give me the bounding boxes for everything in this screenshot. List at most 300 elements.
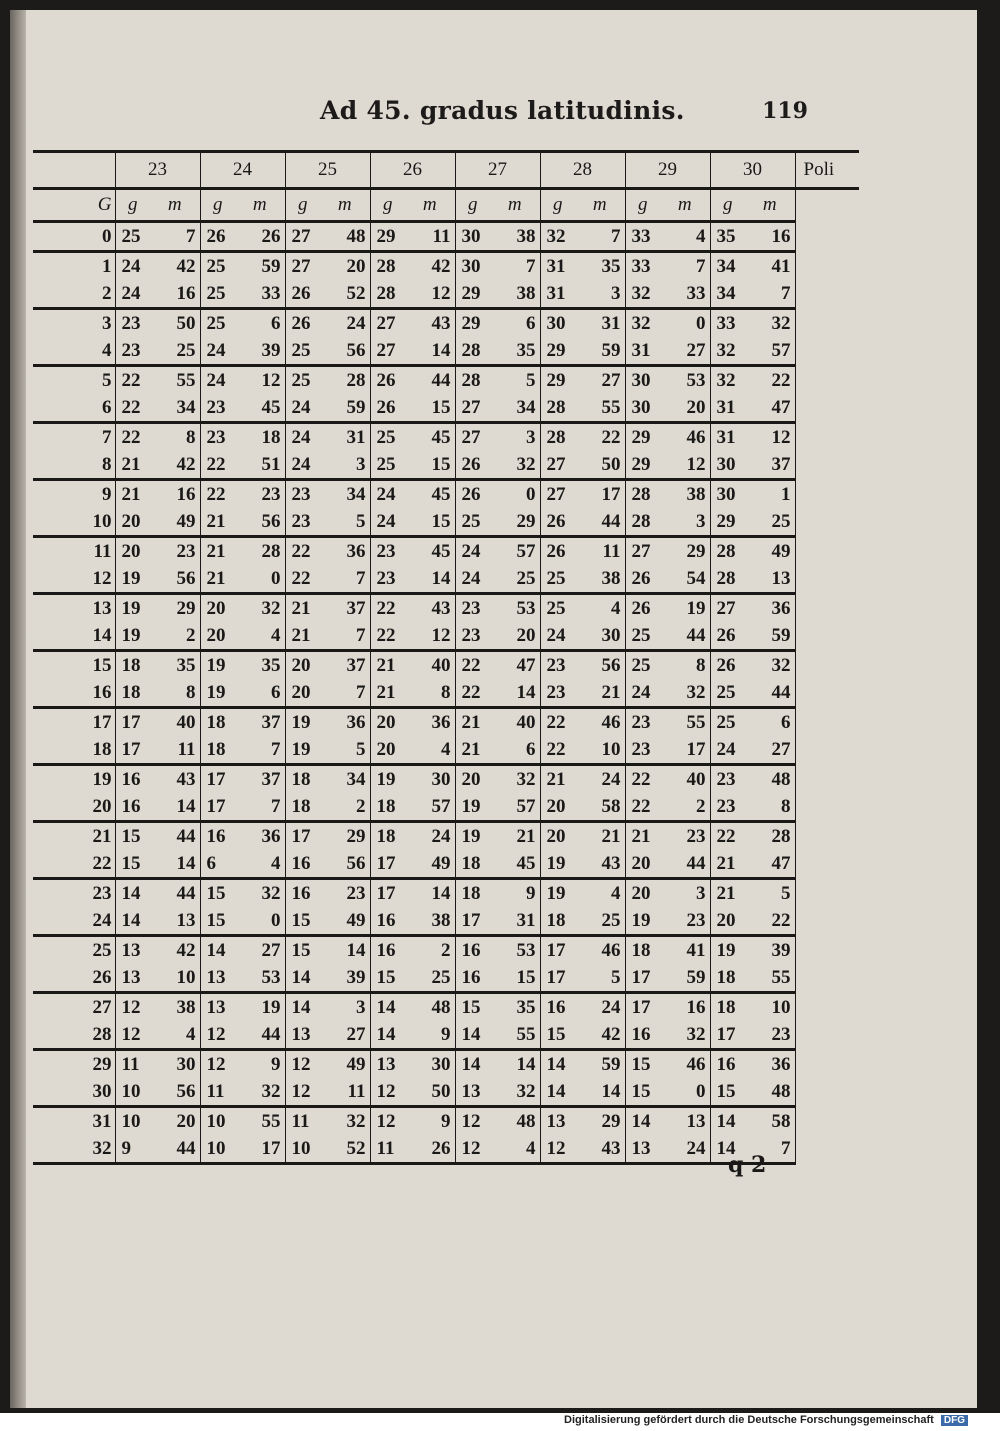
cell-degrees: 18 [291,795,311,817]
cell-degrees: 24 [376,510,396,532]
cell-degrees: 18 [285,765,320,794]
cell-minutes: 43 [575,1135,625,1164]
cell-degrees: 10 [121,1080,141,1102]
cell-degrees: 26 [540,537,575,566]
cell-minutes: 37 [320,651,370,680]
cell-minutes: 20 [150,1107,200,1136]
cell-minutes: 29 [575,1107,625,1136]
cell-minutes: 29 [320,822,370,851]
cell-degrees: 28 [710,537,745,566]
cell-degrees: 14 [200,936,235,965]
cell-degrees: 31 [710,423,745,452]
cell-minutes: 14 [490,1050,540,1079]
cell-degrees: 24 [291,396,311,418]
cell-minutes: 38 [490,280,540,309]
cell-minutes: 45 [405,423,455,452]
cell-degrees: 18 [716,966,736,988]
cell-degrees: 23 [455,594,490,623]
cell-degrees: 17 [370,879,405,908]
cell-minutes: 28 [235,537,285,566]
cell-degrees: 32 [710,366,745,395]
cell-minutes: 7 [660,252,710,281]
cell-degrees: 25 [200,252,235,281]
row-blank [795,993,859,1022]
cell-degrees: 30 [625,366,660,395]
cell-degrees: 12 [291,1080,311,1102]
table-row [33,451,859,480]
cell-minutes: 0 [235,565,285,594]
table-row [33,1078,859,1107]
row-blank [795,936,859,965]
cell-minutes: 4 [150,1021,200,1050]
cell-minutes: 42 [150,451,200,480]
cell-minutes: 15 [490,964,540,993]
cell-degrees: 18 [206,738,226,760]
cell-minutes: 34 [150,394,200,423]
cell-minutes: 37 [320,594,370,623]
cell-degrees: 18 [461,852,481,874]
cell-degrees: 26 [285,309,320,338]
cell-minutes: 47 [745,394,795,423]
cell-minutes: 30 [405,765,455,794]
latitude-header: 23 [115,152,200,189]
cell-minutes: 56 [235,508,285,537]
cell-minutes: 35 [235,651,285,680]
cell-minutes: 45 [490,850,540,879]
cell-minutes: 2 [405,936,455,965]
cell-minutes: 59 [235,252,285,281]
cell-degrees: 17 [631,966,651,988]
cell-degrees: 25 [200,309,235,338]
cell-degrees: 23 [370,537,405,566]
cell-degrees: 22 [625,765,660,794]
row-blank [795,594,859,623]
cell-minutes: 32 [490,451,540,480]
cell-minutes: 32 [490,1078,540,1107]
cell-minutes: 25 [490,565,540,594]
page-number: 119 [762,98,808,124]
cell-minutes: 37 [235,708,285,737]
cell-degrees: 20 [291,681,311,703]
cell-degrees: 33 [625,252,660,281]
cell-degrees: 25 [710,708,745,737]
table-row [33,594,859,623]
row-degree: 2 [33,280,115,309]
cell-degrees: 26 [625,594,660,623]
cell-minutes: 39 [320,964,370,993]
row-blank [795,222,859,252]
cell-minutes: 27 [745,736,795,765]
row-degree: 21 [33,822,115,851]
cell-minutes: 32 [235,1078,285,1107]
unit-header-minute: m [490,189,540,222]
cell-minutes: 6 [235,679,285,708]
cell-minutes: 14 [575,1078,625,1107]
cell-degrees: 21 [121,453,141,475]
cell-degrees: 14 [546,1080,566,1102]
table-row [33,822,859,851]
cell-minutes: 14 [405,879,455,908]
row-degree: 9 [33,480,115,509]
cell-minutes: 39 [235,337,285,366]
cell-minutes: 55 [235,1107,285,1136]
cell-minutes: 9 [405,1107,455,1136]
table-row [33,423,859,452]
cell-minutes: 52 [320,1135,370,1164]
cell-degrees: 17 [200,765,235,794]
cell-minutes: 7 [320,679,370,708]
cell-minutes: 56 [150,1078,200,1107]
row-blank [795,252,859,281]
cell-degrees: 28 [631,510,651,532]
cell-minutes: 7 [490,252,540,281]
cell-minutes: 11 [150,736,200,765]
signature-mark: q 2 [728,1152,767,1178]
cell-minutes: 49 [150,508,200,537]
cell-minutes: 2 [660,793,710,822]
cell-degrees: 20 [115,537,150,566]
cell-minutes: 49 [320,1050,370,1079]
cell-degrees: 21 [376,681,396,703]
cell-degrees: 20 [540,822,575,851]
cell-minutes: 19 [235,993,285,1022]
cell-minutes: 7 [320,622,370,651]
cell-degrees: 33 [710,309,745,338]
cell-minutes: 13 [745,565,795,594]
cell-minutes: 10 [745,993,795,1022]
cell-degrees: 27 [285,222,320,252]
cell-minutes: 4 [575,879,625,908]
cell-degrees: 26 [376,396,396,418]
cell-degrees: 13 [291,1023,311,1045]
cell-minutes: 55 [490,1021,540,1050]
cell-degrees: 18 [625,936,660,965]
latitude-table [33,150,859,1165]
cell-degrees: 12 [455,1135,490,1164]
cell-degrees: 26 [716,624,736,646]
unit-header-degree: g [370,189,405,222]
cell-degrees: 21 [115,480,150,509]
latitude-header: 26 [370,152,455,189]
cell-minutes: 8 [660,651,710,680]
cell-degrees: 16 [200,822,235,851]
cell-minutes: 2 [320,793,370,822]
cell-degrees: 20 [631,852,651,874]
cell-degrees: 15 [631,1080,651,1102]
cell-minutes: 7 [745,1135,795,1164]
row-degree: 10 [33,508,115,537]
cell-degrees: 23 [625,708,660,737]
cell-minutes: 5 [745,879,795,908]
cell-degrees: 19 [121,624,141,646]
cell-degrees: 27 [455,423,490,452]
table-row [33,879,859,908]
cell-degrees: 22 [455,651,490,680]
cell-minutes: 38 [660,480,710,509]
cell-minutes: 51 [235,451,285,480]
cell-minutes: 50 [405,1078,455,1107]
row-blank [795,822,859,851]
cell-degrees: 14 [710,1107,745,1136]
cell-minutes: 17 [575,480,625,509]
cell-degrees: 27 [546,453,566,475]
cell-degrees: 15 [625,1050,660,1079]
latitude-header: 28 [540,152,625,189]
cell-minutes: 41 [745,252,795,281]
row-blank [795,280,859,309]
row-blank [795,480,859,509]
cell-minutes: 46 [575,936,625,965]
cell-minutes: 25 [405,964,455,993]
unit-header-minute: m [405,189,455,222]
cell-minutes: 45 [405,537,455,566]
cell-degrees: 16 [455,936,490,965]
cell-minutes: 23 [235,480,285,509]
cell-minutes: 20 [660,394,710,423]
row-blank [795,708,859,737]
cell-degrees: 13 [540,1107,575,1136]
cell-degrees: 25 [540,594,575,623]
cell-degrees: 12 [370,1107,405,1136]
cell-degrees: 27 [285,252,320,281]
cell-degrees: 12 [540,1135,575,1164]
cell-minutes: 46 [660,423,710,452]
cell-degrees: 14 [291,966,311,988]
cell-degrees: 22 [461,681,481,703]
cell-degrees: 14 [370,993,405,1022]
cell-degrees: 10 [285,1135,320,1164]
row-degree: 16 [33,679,115,708]
cell-minutes: 13 [660,1107,710,1136]
page-spine-shadow [10,10,26,1408]
unit-header-degree: g [455,189,490,222]
cell-minutes: 6 [235,309,285,338]
latitude-header-row [33,152,859,189]
cell-minutes: 0 [660,309,710,338]
row-blank [795,679,859,708]
cell-degrees: 22 [631,795,651,817]
cell-minutes: 36 [745,1050,795,1079]
cell-degrees: 19 [206,681,226,703]
cell-degrees: 29 [370,222,405,252]
cell-minutes: 53 [490,594,540,623]
latitude-header: 24 [200,152,285,189]
cell-minutes: 49 [320,907,370,936]
table-row [33,964,859,993]
cell-minutes: 24 [575,993,625,1022]
cell-minutes: 8 [150,423,200,452]
cell-degrees: 13 [200,993,235,1022]
unit-header-row [33,189,859,222]
latitude-header: 27 [455,152,540,189]
cell-minutes: 37 [745,451,795,480]
cell-minutes: 26 [235,222,285,252]
row-degree: 14 [33,622,115,651]
cell-minutes: 48 [320,222,370,252]
cell-degrees: 12 [200,1050,235,1079]
cell-minutes: 7 [150,222,200,252]
cell-minutes: 38 [405,907,455,936]
cell-degrees: 19 [200,651,235,680]
cell-minutes: 22 [575,423,625,452]
cell-minutes: 14 [150,850,200,879]
cell-degrees: 35 [710,222,745,252]
cell-degrees: 17 [376,852,396,874]
cell-minutes: 53 [660,366,710,395]
cell-degrees: 14 [455,1050,490,1079]
cell-minutes: 56 [575,651,625,680]
cell-degrees: 16 [370,936,405,965]
cell-minutes: 12 [745,423,795,452]
credit-text: Digitalisierung gefördert durch die Deutsche Forschungsgemeinschaft [564,1414,934,1426]
cell-minutes: 44 [150,822,200,851]
cell-minutes: 23 [320,879,370,908]
cell-minutes: 34 [490,394,540,423]
cell-minutes: 19 [660,594,710,623]
cell-minutes: 4 [235,622,285,651]
poli-header: Poli [795,152,859,189]
cell-minutes: 3 [660,879,710,908]
cell-minutes: 23 [660,907,710,936]
row-degree: 12 [33,565,115,594]
cell-minutes: 44 [235,1021,285,1050]
row-blank [795,1135,859,1164]
cell-degrees: 25 [461,510,481,532]
cell-degrees: 19 [370,765,405,794]
cell-degrees: 22 [115,423,150,452]
cell-degrees: 30 [455,222,490,252]
cell-minutes: 28 [745,822,795,851]
cell-degrees: 16 [121,795,141,817]
cell-degrees: 31 [631,339,651,361]
cell-minutes: 28 [320,366,370,395]
cell-minutes: 3 [660,508,710,537]
cell-minutes: 55 [660,708,710,737]
cell-degrees: 15 [376,966,396,988]
cell-degrees: 19 [461,795,481,817]
cell-minutes: 42 [405,252,455,281]
cell-minutes: 55 [745,964,795,993]
cell-degrees: 25 [370,423,405,452]
cell-degrees: 22 [710,822,745,851]
cell-minutes: 38 [490,222,540,252]
cell-degrees: 27 [461,396,481,418]
cell-minutes: 35 [490,993,540,1022]
cell-degrees: 16 [376,909,396,931]
cell-minutes: 8 [745,793,795,822]
cell-degrees: 16 [285,879,320,908]
table-row [33,993,859,1022]
cell-minutes: 32 [660,1021,710,1050]
cell-minutes: 13 [150,907,200,936]
cell-minutes: 14 [150,793,200,822]
row-degree: 7 [33,423,115,452]
cell-degrees: 32 [540,222,575,252]
cell-degrees: 15 [716,1080,736,1102]
cell-minutes: 32 [235,594,285,623]
cell-minutes: 42 [575,1021,625,1050]
cell-minutes: 4 [490,1135,540,1164]
table-row [33,679,859,708]
cell-minutes: 24 [320,309,370,338]
cell-degrees: 12 [115,993,150,1022]
cell-minutes: 26 [405,1135,455,1164]
table-row [33,337,859,366]
unit-header-degree: g [200,189,235,222]
cell-degrees: 17 [625,993,660,1022]
cell-minutes: 6 [490,736,540,765]
page-header [300,92,840,132]
cell-degrees: 17 [716,1023,736,1045]
cell-degrees: 17 [540,936,575,965]
unit-header-degree: g [710,189,745,222]
cell-minutes: 50 [150,309,200,338]
cell-minutes: 32 [320,1107,370,1136]
row-degree: 0 [33,222,115,252]
table-row [33,622,859,651]
cell-degrees: 25 [376,453,396,475]
row-degree: 17 [33,708,115,737]
cell-degrees: 16 [540,993,575,1022]
cell-minutes: 38 [150,993,200,1022]
cell-degrees: 33 [625,222,660,252]
cell-degrees: 6 [206,852,216,874]
cell-minutes: 15 [405,394,455,423]
cell-degrees: 23 [291,510,311,532]
cell-minutes: 36 [320,537,370,566]
cell-minutes: 6 [745,708,795,737]
cell-degrees: 26 [710,651,745,680]
cell-degrees: 26 [461,453,481,475]
cell-minutes: 57 [405,793,455,822]
cell-degrees: 28 [716,567,736,589]
unit-header-degree: g [115,189,150,222]
cell-degrees: 19 [121,567,141,589]
row-blank [795,565,859,594]
unit-header-degree: g [540,189,575,222]
table-row [33,394,859,423]
row-degree: 25 [33,936,115,965]
cell-degrees: 23 [546,681,566,703]
cell-degrees: 16 [710,1050,745,1079]
cell-minutes: 42 [150,936,200,965]
cell-degrees: 19 [710,936,745,965]
cell-minutes: 33 [660,280,710,309]
cell-minutes: 35 [575,252,625,281]
cell-degrees: 24 [206,339,226,361]
table-row [33,565,859,594]
cell-degrees: 31 [540,252,575,281]
dfg-logo: DFG [941,1415,968,1426]
cell-degrees: 18 [376,795,396,817]
cell-degrees: 30 [455,252,490,281]
cell-minutes: 17 [660,736,710,765]
cell-minutes: 46 [575,708,625,737]
cell-degrees: 16 [631,1023,651,1045]
cell-minutes: 9 [490,879,540,908]
cell-minutes: 31 [490,907,540,936]
cell-minutes: 14 [405,565,455,594]
cell-minutes: 12 [235,366,285,395]
cell-degrees: 21 [455,708,490,737]
cell-degrees: 17 [285,822,320,851]
cell-degrees: 21 [461,738,481,760]
cell-degrees: 22 [370,594,405,623]
cell-minutes: 4 [575,594,625,623]
cell-minutes: 20 [490,622,540,651]
unit-header-minute: m [745,189,795,222]
cell-degrees: 29 [540,366,575,395]
